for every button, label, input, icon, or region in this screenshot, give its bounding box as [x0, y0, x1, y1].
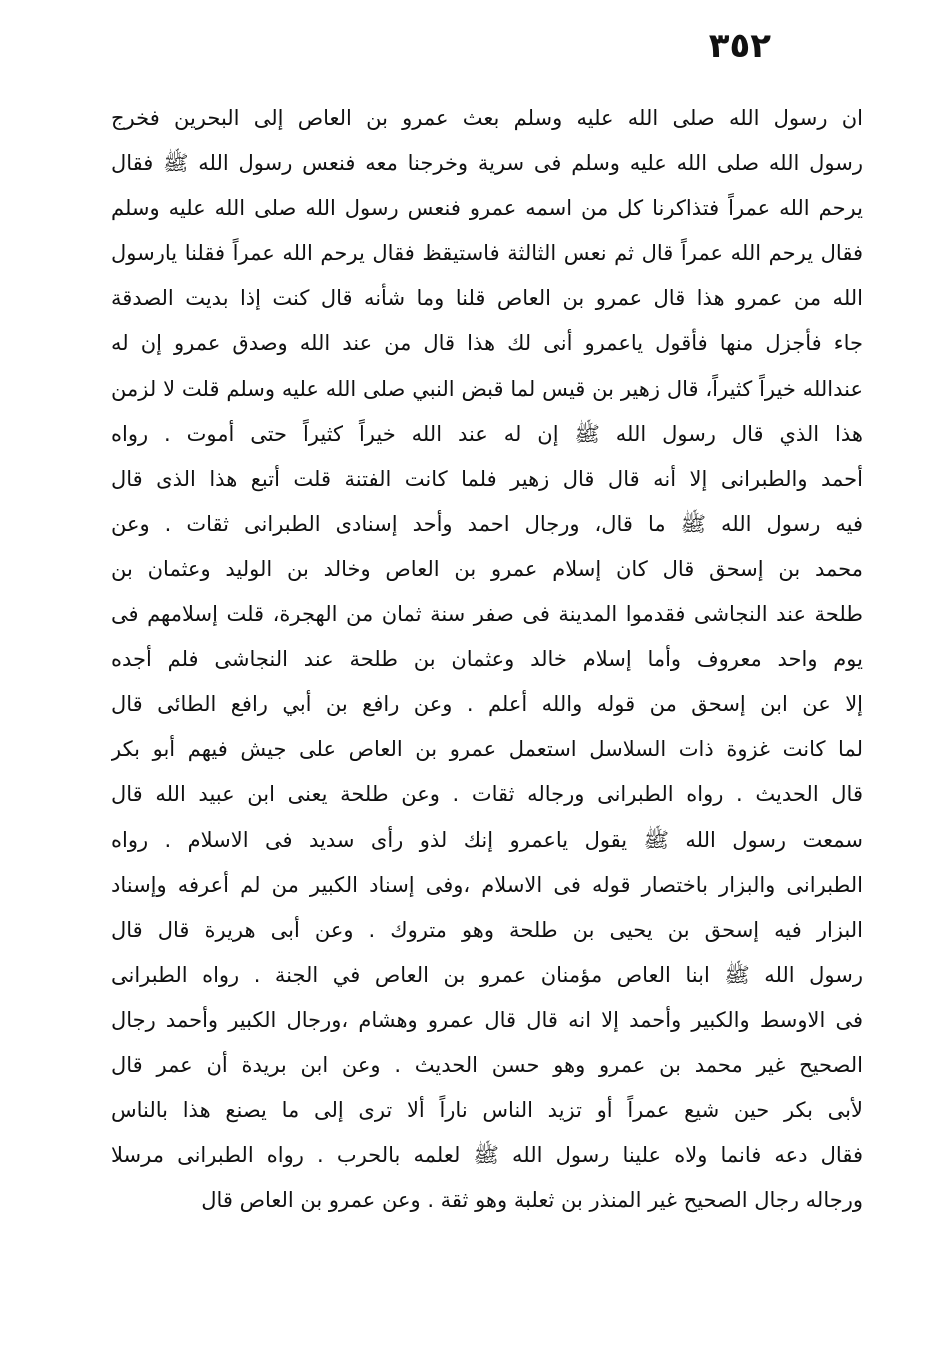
text-line: فى الاوسط والكبير وأحمد إلا انه قال قال عمرو وهشام ،ورجال الكبير وأحمد رجال: [111, 1007, 863, 1032]
text-line: لما كانت غزوة ذات السلاسل استعمل عمرو بن العاص على جيش فيهم أبو بكر: [111, 737, 863, 762]
text-line: جاء فأجزل منها فأقول ياعمرو أنى لك هذا قال من عند الله وصدق عمرو إن له: [111, 331, 863, 356]
text-line: رسول الله ﷺ ابنا العاص مؤمنان عمرو بن العاص في الجنة . رواه الطبرانى: [111, 962, 863, 987]
text-line: فقال دعه فانما ولاه علينا رسول الله ﷺ لعلمه بالحرب . رواه الطبرانى مرسلا: [111, 1143, 863, 1168]
text-line: فيه رسول الله ﷺ ما قال، ورجال احمد وأحد إسنادى الطبرانى ثقات . وعن: [111, 511, 863, 536]
text-line: عندالله خيراً كثيراً، قال زهير بن قيس لما قبض النبي صلى الله عليه وسلم قلت لا لزمن: [111, 376, 863, 401]
text-line: أحمد والطبرانى إلا أنه قال قال زهير فلما كانت الفتنة قلت أتبع هذا الذى قال: [111, 466, 863, 491]
text-line: ورجاله رجال الصحيح غير المنذر بن ثعلبة وهو ثقة . وعن عمرو بن العاص قال: [201, 1188, 863, 1213]
text-line: قال الحديث . رواه الطبرانى ورجاله ثقات . وعن طلحة يعنى ابن عبيد الله قال: [111, 782, 863, 807]
text-line: فقال يرحم الله عمراً قال ثم نعس الثالثة فاستيقظ فقال يرحم الله عمراً فقلنا يارسول: [111, 241, 863, 266]
text-line: هذا الذي قال رسول الله ﷺ إن له عند الله خيراً كثيراً حتى أموت . رواه: [111, 421, 863, 446]
text-line: الطبرانى والبزار باختصار قوله فى الاسلام ،وفى إسناد الكبير من لم أعرفه وإسناد: [111, 872, 863, 897]
text-line: ان رسول الله صلى الله عليه وسلم بعث عمرو بن العاص إلى البحرين فخرج: [111, 106, 863, 130]
body-text: [111, 96, 863, 1223]
text-line: طلحة عند النجاشى فقدموا المدينة فى صفر سنة ثمان من الهجرة، قلت إسلامهم فى: [111, 602, 863, 627]
text-line: سمعت رسول الله ﷺ يقول ياعمرو إنك لذو رأى سديد فى الاسلام . رواه: [111, 827, 863, 852]
text-line: رسول الله صلى الله عليه وسلم فى سرية وخرجنا معه فنعس رسول الله ﷺ فقال: [111, 151, 863, 176]
text-line: يوم واحد معروف وأما إسلام خالد وعثمان بن طلحة عند النجاشى فلم أجده: [111, 647, 863, 672]
page-number: ٣٥٢: [708, 26, 771, 66]
text-line: إلا عن ابن إسحق من قوله والله أعلم . وعن رافع بن أبي رافع الطائى قال: [111, 692, 863, 717]
text-line: يرحم الله عمراً فتذاكرنا كل من اسمه عمرو فنعس رسول الله صلى الله عليه وسلم: [111, 196, 863, 221]
text-line: الصحيح غير محمد بن عمرو وهو حسن الحديث . وعن ابن بريدة أن عمر قال: [111, 1052, 863, 1077]
text-line: البزار فيه إسحق بن يحيى بن طلحة وهو متروك . وعن أبى هريرة قال قال: [111, 917, 863, 942]
text-line: الله من عمرو هذا قال عمرو بن العاص قلنا وما شأنه قال كنت إذا بديت الصدقة: [111, 286, 863, 311]
text-line: لأبى بكر حين شيع عمراً أو تزيد الناس ناراً ألا ترى إلى ما يصنع هذا بالناس: [111, 1098, 863, 1123]
text-line: محمد بن إسحق قال كان إسلام عمرو بن العاص وخالد بن الوليد وعثمان بن: [111, 556, 863, 581]
